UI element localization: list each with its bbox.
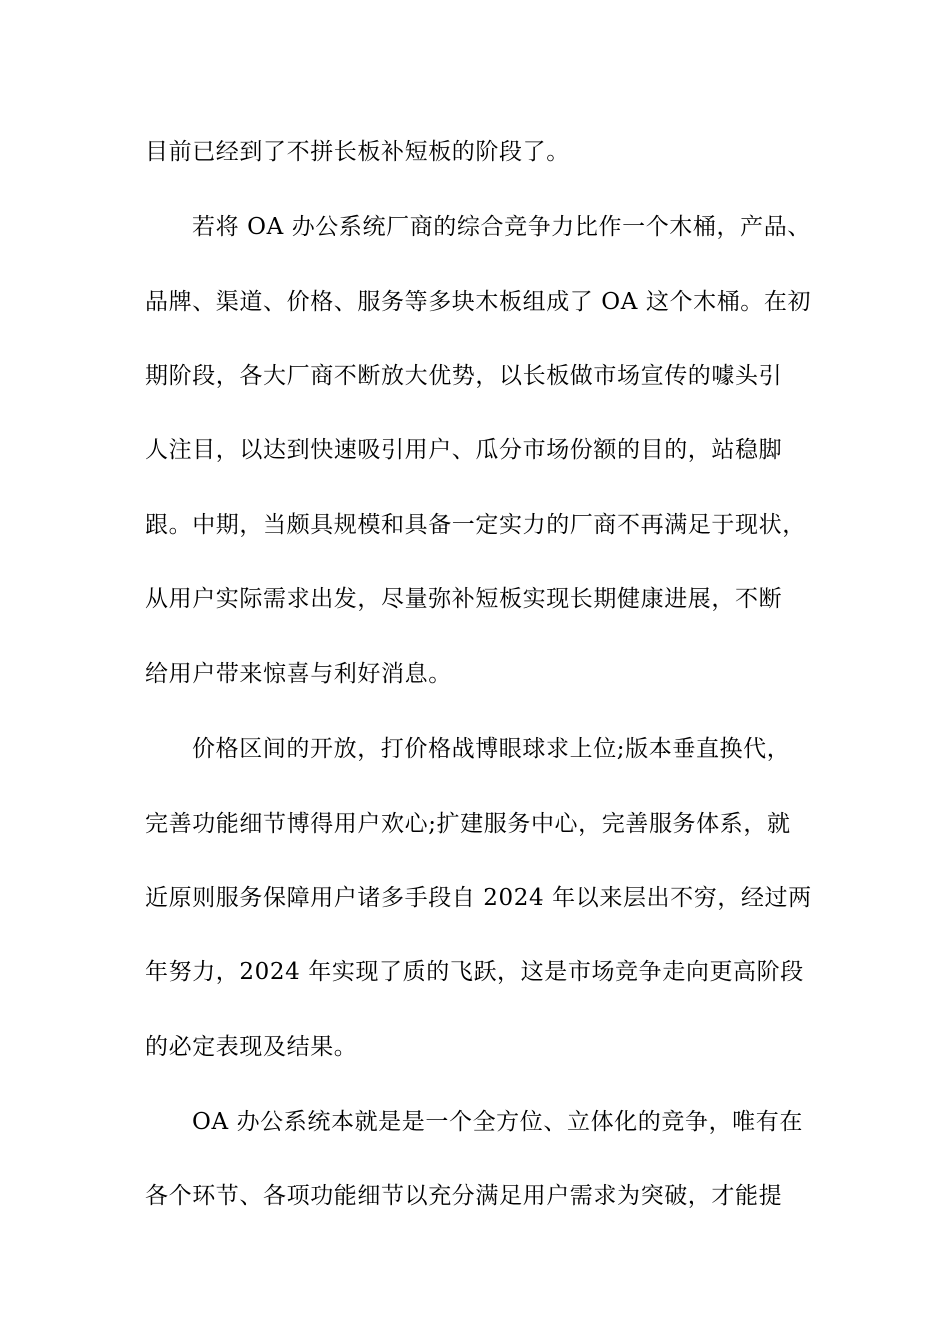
text-line: OA 办公系统本就是是一个全方位、立体化的竞争，唯有在 [192,1109,803,1135]
text-line: 若将 OA 办公系统厂商的综合竞争力比作一个木桶，产品、 [192,214,811,240]
text-line: 各个环节、各项功能细节以充分满足用户需求为突破，才能提 [145,1183,783,1209]
text-line: 近原则服务保障用户诸多手段自 2024 年以来层出不穷，经过两 [145,885,812,911]
text-line: 跟。中期，当颇具规模和具备一定实力的厂商不再满足于现状， [145,512,806,538]
text-line: 人注目，以达到快速吸引用户、瓜分市场份额的目的，站稳脚 [145,437,783,463]
text-line: 从用户实际需求出发，尽量弥补短板实现长期健康进展，不断 [145,586,783,612]
text-line: 完善功能细节博得用户欢心;扩建服务中心，完善服务体系，就 [145,811,791,837]
text-line: 目前已经到了不拼长板补短板的阶段了。 [145,139,570,165]
text-line: 给用户带来惊喜与利好消息。 [145,661,452,687]
text-line: 价格区间的开放，打价格战博眼球求上位;版本垂直换代， [192,736,791,762]
text-line: 的必定表现及结果。 [145,1034,358,1060]
text-line: 年努力，2024 年实现了质的飞跃，这是市场竞争走向更高阶段 [145,959,804,985]
text-line: 品牌、渠道、价格、服务等多块木板组成了 OA 这个木桶。在初 [145,289,812,315]
text-line: 期阶段，各大厂商不断放大优势，以长板做市场宣传的噱头引 [145,363,783,389]
